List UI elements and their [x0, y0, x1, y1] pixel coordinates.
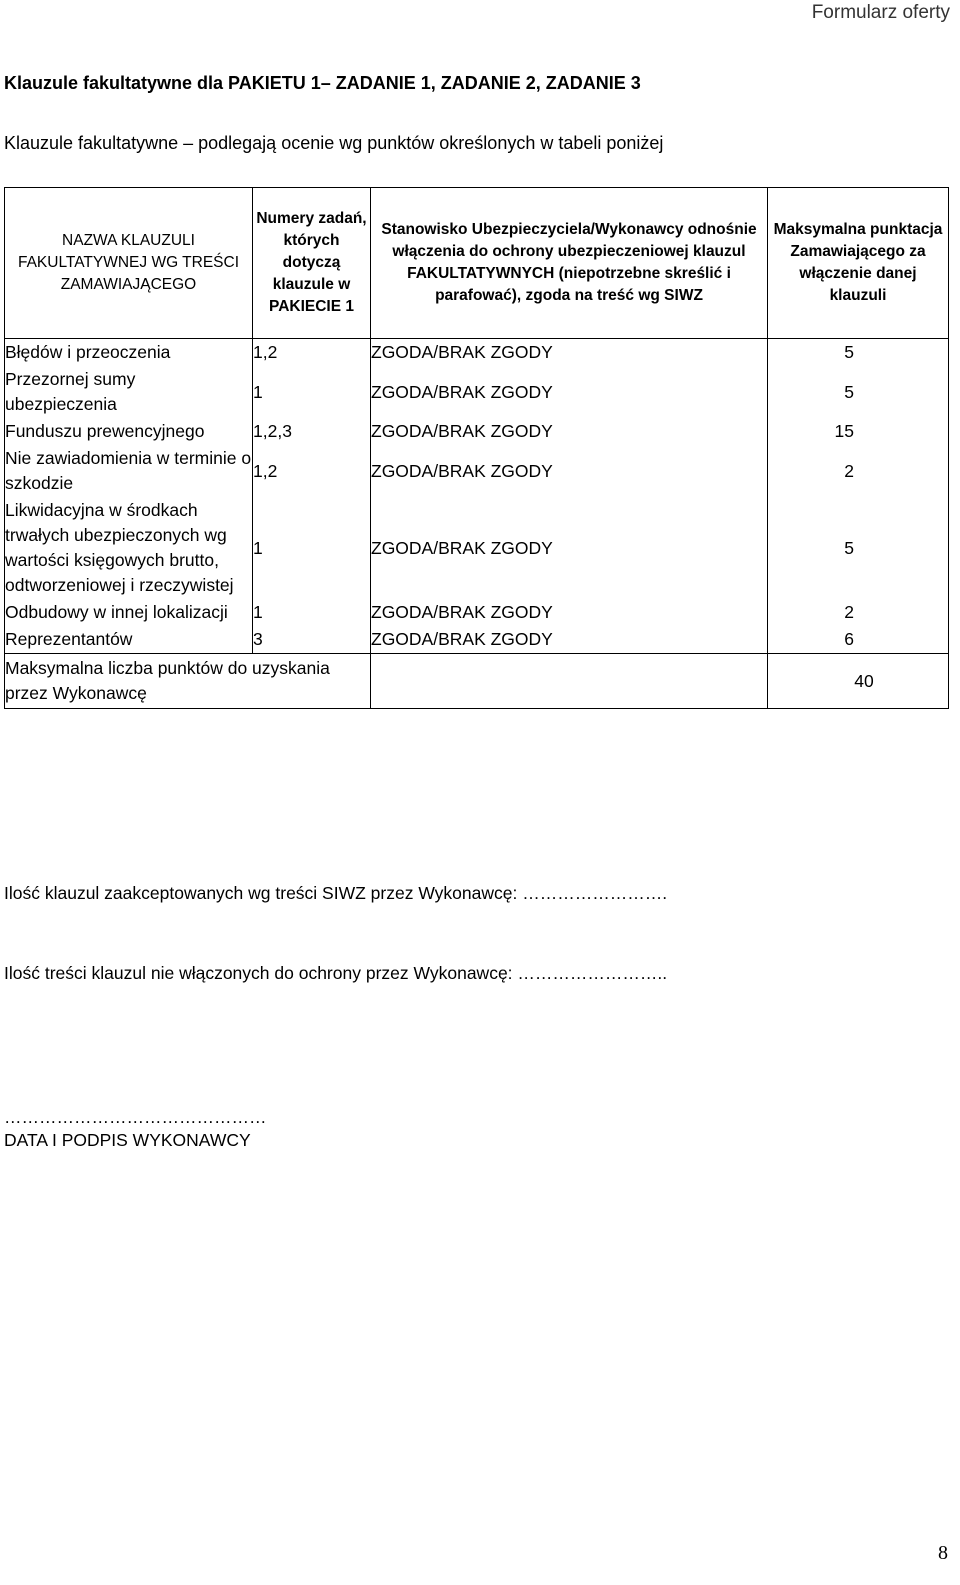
position-value: ZGODA/BRAK ZGODY — [371, 626, 768, 654]
points-value: 5 — [768, 366, 949, 418]
table-row — [5, 339, 949, 367]
table-row — [5, 418, 949, 445]
clause-name: Odbudowy w innej lokalizacji — [5, 599, 253, 626]
position-value: ZGODA/BRAK ZGODY — [371, 445, 768, 497]
column-header-max-points: Maksymalna punktacja Zamawiającego za włączenie danej klauzuli — [768, 188, 949, 339]
section-heading: Klauzule fakultatywne dla PAKIETU 1– ZADANIE 1, ZADANIE 2, ZADANIE 3 — [4, 73, 641, 93]
table-row — [5, 366, 949, 418]
summary-row — [5, 654, 949, 709]
position-value: ZGODA/BRAK ZGODY — [371, 418, 768, 445]
table-row — [5, 599, 949, 626]
signature-label: DATA I PODPIS WYKONAWCY — [4, 1130, 251, 1150]
task-numbers: 1 — [253, 497, 371, 599]
position-value: ZGODA/BRAK ZGODY — [371, 497, 768, 599]
excluded-clauses-line: Ilość treści klauzul nie włączonych do ochrony przez Wykonawcę: …………………….. — [4, 963, 668, 983]
clause-name: Błędów i przeoczenia — [5, 339, 253, 367]
task-numbers: 1 — [253, 366, 371, 418]
clauses-table — [4, 187, 949, 709]
points-value: 15 — [768, 418, 949, 445]
task-numbers: 1,2 — [253, 339, 371, 367]
table-row — [5, 445, 949, 497]
column-header-clause-name: NAZWA KLAUZULI FAKULTATYWNEJ WG TREŚCI ZAMAWIAJĄCEGO — [5, 188, 253, 339]
clause-name: Funduszu prewencyjnego — [5, 418, 253, 445]
task-numbers: 1,2,3 — [253, 418, 371, 445]
accepted-clauses-line: Ilość klauzul zaakceptowanych wg treści SIWZ przez Wykonawcę: ……………………. — [4, 883, 668, 903]
table-row — [5, 497, 949, 599]
summary-label: Maksymalna liczba punktów do uzyskania przez Wykonawcę — [5, 654, 371, 709]
page-number: 8 — [938, 1542, 948, 1564]
column-header-position: Stanowisko Ubezpieczyciela/Wykonawcy odnośnie włączenia do ochrony ubezpieczeniowej klauzul FAKULTATYWNYCH (niepotrzebne skreślić i parafować), zgoda na treść wg SIWZ — [371, 188, 768, 339]
document-header-title: Formularz oferty — [811, 2, 950, 23]
clause-name: Reprezentantów — [5, 626, 253, 654]
clause-name: Likwidacyjna w środkach trwałych ubezpieczonych wg wartości księgowych brutto, odtworzeniowej i rzeczywistej — [5, 497, 253, 599]
points-value: 5 — [768, 497, 949, 599]
table-header-row — [5, 188, 949, 339]
points-value: 2 — [768, 445, 949, 497]
task-numbers: 1 — [253, 599, 371, 626]
points-value: 6 — [768, 626, 949, 654]
summary-empty-cell — [371, 654, 768, 709]
table-row — [5, 626, 949, 654]
column-header-task-numbers: Numery zadań, których dotyczą klauzule w PAKIECIE 1 — [253, 188, 371, 339]
clause-name: Przezornej sumy ubezpieczenia — [5, 366, 253, 418]
task-numbers: 3 — [253, 626, 371, 654]
position-value: ZGODA/BRAK ZGODY — [371, 366, 768, 418]
signature-dots: ……………………………………… — [4, 1107, 267, 1127]
points-value: 2 — [768, 599, 949, 626]
points-value: 5 — [768, 339, 949, 367]
position-value: ZGODA/BRAK ZGODY — [371, 339, 768, 367]
summary-total: 40 — [768, 654, 949, 709]
position-value: ZGODA/BRAK ZGODY — [371, 599, 768, 626]
clause-name: Nie zawiadomienia w terminie o szkodzie — [5, 445, 253, 497]
section-subheading: Klauzule fakultatywne – podlegają ocenie wg punktów określonych w tabeli poniżej — [4, 133, 664, 153]
task-numbers: 1,2 — [253, 445, 371, 497]
